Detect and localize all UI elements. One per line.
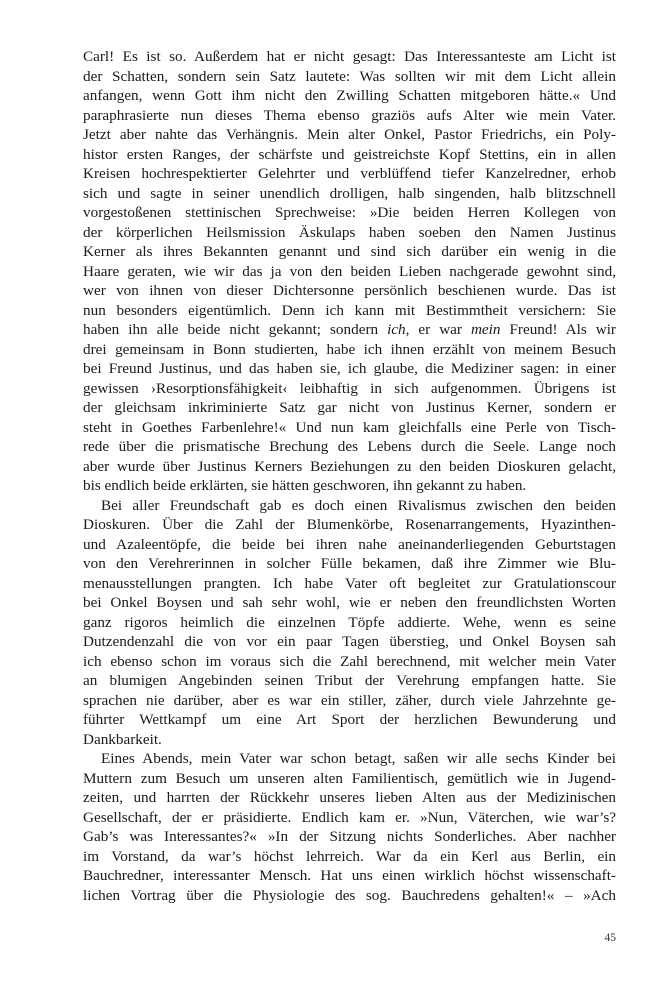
text-line: Carl! Es ist so. Außerdem hat er nicht gesagt: Das Interessanteste am Licht ist — [83, 48, 616, 65]
text-line: vorgestoßenen stettinischen Sprechweise: »Die beiden Herren Kollegen von — [83, 204, 616, 221]
text-line: der körperlichen Heilsmission Äskulaps haben soeben den Namen Justinus — [83, 223, 616, 241]
text-line: Haare geraten, wie wir das ja von den beiden Lieben nachgerade gewohnt sind, — [83, 262, 616, 280]
text-line: führter Wettkampf um eine Art Sport der herzlichen Bewunderung und — [83, 711, 616, 728]
text-line: Muttern zum Besuch um unseren alten Familientisch, gemütlich wie in Jugend- — [83, 769, 616, 787]
text-line: zeiten, und harrten der Rückkehr unseres lieben Alten aus der Medizinischen — [83, 789, 616, 806]
text-line: Dankbarkeit. — [83, 730, 162, 748]
text-line: aber wurde über Justinus Kerners Beziehungen zu den beiden Dioskuren gelacht, — [83, 457, 616, 475]
text-line: lichen Vortrag über die Physiologie des sog. Bauchredens gehalten!« – »Ach — [83, 886, 616, 904]
text-line: und Azaleentöpfe, die beide bei ihren nahe aneinanderliegenden Geburtstagen — [83, 535, 616, 553]
text-line: gewissen ›Resorptionsfähigkeit‹ leibhaftig in sich aufgenommen. Übrigens ist — [83, 379, 616, 397]
text-line: wer von ihnen von dieser Dichtersonne persönlich beschienen wurde. Das ist — [83, 282, 616, 299]
text-line: der Schatten, sondern sein Satz lautete: Was sollten wir mit dem Licht allein — [83, 67, 616, 85]
text-line: bis endlich beide erklärten, sie hätten geschworen, ihn gekannt zu haben. — [83, 477, 527, 494]
paragraph — [83, 496, 616, 750]
text-line: rede über die prismatische Brechung des Lebens durch die Seele. Lange noch — [83, 438, 616, 455]
text-line: ganz rigoros heimlich die einzelnen Töpfe addierte. Wehe, wenn es seine — [83, 613, 616, 631]
text-line: Gesellschaft, der er präsidierte. Endlich kam er. »Nun, Väterchen, wie war’s? — [83, 808, 616, 826]
text-line: sich und sagte in seiner unendlich drolligen, halb singenden, halb blitzschnell — [83, 184, 616, 202]
text-line: der gleichsam inkriminierte Satz gar nicht von Justinus Kerner, sondern er — [83, 399, 616, 416]
page-number: 45 — [604, 932, 616, 944]
text-line: im Vorstand, da war’s höchst lehrreich. War da ein Kerl aus Berlin, ein — [83, 847, 616, 865]
text-line: an blumigen Angebinden seinen Tribut der Verehrung empfangen hatte. Sie — [83, 672, 616, 689]
text-line: Kreisen hochrespektierter Gelehrter und verblüffend tiefer Kanzelredner, erhob — [83, 165, 616, 182]
text-line: haben ihn alle beide nicht gekannt; sondern ich, er war mein Freund! Als wir — [83, 321, 616, 338]
text-line: Dioskuren. Über die Zahl der Blumenkörbe, Rosenarrangements, Hyazinthen- — [83, 516, 616, 533]
text-line: Dutzendenzahl die von vor ein paar Tagen überstieg, und Onkel Boysen sah — [83, 633, 616, 650]
text-line: paraphrasierte nun dieses Thema ebenso graziös aufs Alter wie mein Vater. — [83, 106, 616, 124]
text-line: ich ebenso schon im voraus sich die Zahl berechnend, mit welcher mein Vater — [83, 652, 616, 670]
emphasis: ich — [387, 321, 406, 338]
text-line: steht in Goethes Farbenlehre!« Und nun kam gleichfalls eine Perle von Tisch- — [83, 418, 616, 436]
text-line: histor ersten Ranges, der schärfste und geistreichste Kopf Stettins, ein in allen — [83, 145, 616, 163]
text-line: Eines Abends, mein Vater war schon betagt, saßen wir alle sechs Kinder bei — [101, 750, 616, 767]
body-text — [83, 47, 616, 905]
text-line: bei Freund Justinus, und das haben sie, ich glaube, die Mediziner sagen: in einer — [83, 360, 616, 377]
text-line: Kerner als ihres Bekannten genannt und sind sich darüber ein wenig in die — [83, 243, 616, 260]
text-line: menausstellungen prangten. Ich habe Vater oft begleitet zur Gratulationscour — [83, 574, 616, 592]
text-line: Gab’s was Interessantes?« »In der Sitzung nichts Sonderliches. Aber nachher — [83, 828, 616, 845]
text-line: nun besonders eigentümlich. Denn ich kann mit Bestimmtheit versichern: Sie — [83, 301, 616, 319]
text-line: von den Verehrerinnen in solcher Fülle bekamen, daß ihre Zimmer wie Blu- — [83, 555, 616, 572]
text-line: Jetzt aber nahte das Verhängnis. Mein alter Onkel, Pastor Friedrichs, ein Poly- — [83, 126, 616, 143]
text-line: Bei aller Freundschaft gab es doch einen Rivalismus zwischen den beiden — [101, 496, 616, 514]
text-line: drei gemeinsam in Bonn studierten, habe ich ihnen erzählt von meinem Besuch — [83, 340, 616, 358]
text-line: bei Onkel Boysen und sah sehr wohl, wie er neben den freundlichsten Worten — [83, 594, 616, 611]
emphasis: mein — [470, 321, 501, 338]
text-line: Bauchredner, interessanter Mensch. Hat uns einen wirklich höchst wissenschaft- — [83, 867, 616, 884]
text-line: anfangen, wenn Gott ihm nicht den Zwilling Schatten mitgeboren hätte.« Und — [83, 87, 616, 104]
paragraph — [83, 749, 616, 905]
paragraph — [83, 47, 616, 496]
text-line: sprachen nie darüber, aber es war ein stiller, zäher, durch viele Jahrzehnte ge- — [83, 691, 616, 709]
